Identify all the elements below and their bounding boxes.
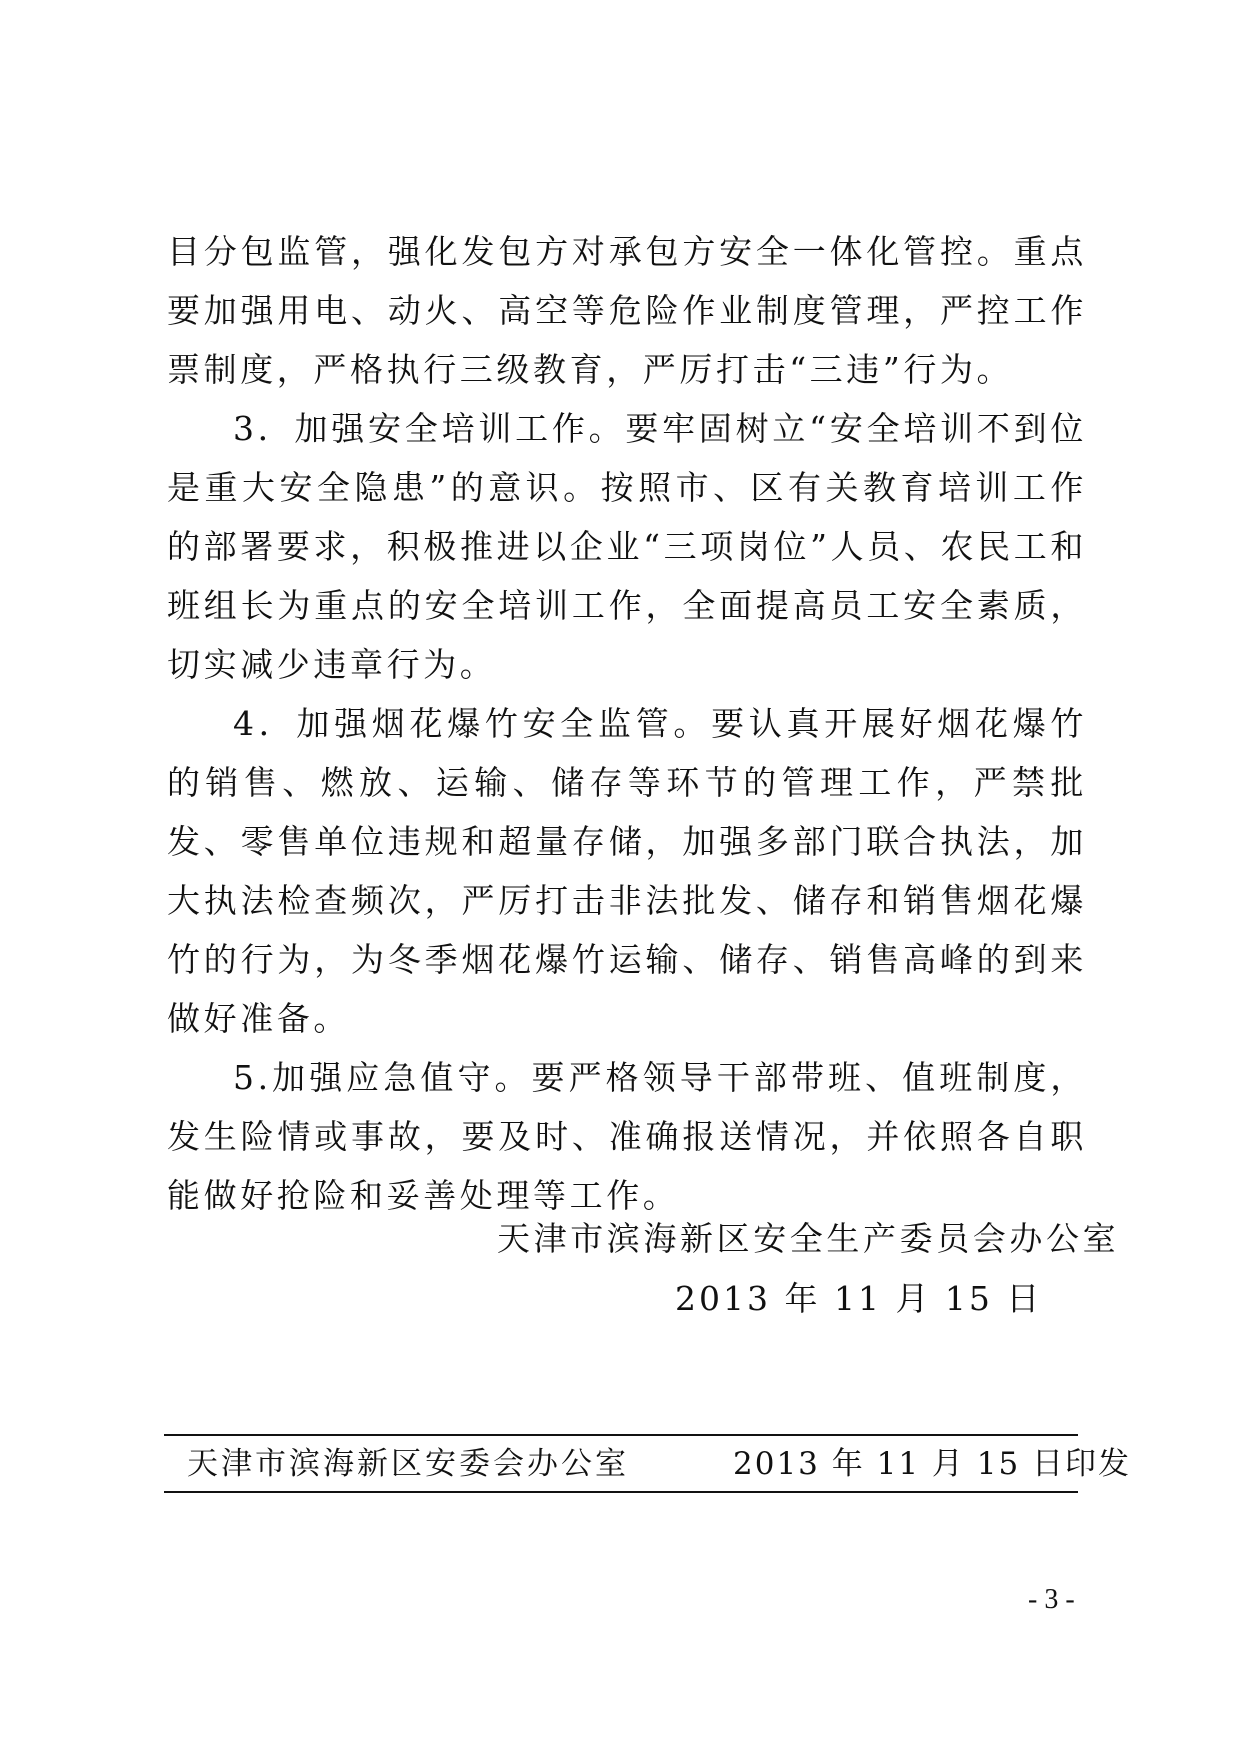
footer-issue-date: 2013 年 11 月 15 日印发 xyxy=(733,1446,1132,1482)
body-text xyxy=(167,222,1087,1225)
footer-top-rule xyxy=(164,1434,1078,1436)
page-number: - 3 - xyxy=(1028,1584,1075,1615)
paragraph-item-4: 4．加强烟花爆竹安全监管。要认真开展好烟花爆竹的销售、燃放、运输、储存等环节的管理工作，严禁批发、零售单位违规和超量存储，加强多部门联合执法，加大执法检查频次，严厉打击非法批发、储存和销售烟花爆竹的行为，为冬季烟花爆竹运输、储存、销售高峰的到来做好准备。 xyxy=(167,704,1087,1038)
footer-bottom-rule xyxy=(164,1491,1078,1493)
signature-organization: 天津市滨海新区安全生产委员会办公室 xyxy=(497,1219,1120,1258)
paragraph-item-3: 3．加强安全培训工作。要牢固树立“安全培训不到位是重大安全隐患”的意识。按照市、区有关教育培训工作的部署要求，积极推进以企业“三项岗位”人员、农民工和班组长为重点的安全培训工作，全面提高员工安全素质，切实减少违章行为。 xyxy=(167,409,1087,684)
signature-date: 2013 年 11 月 15 日 xyxy=(675,1279,1043,1318)
paragraph-item-5: 5.加强应急值守。要严格领导干部带班、值班制度，发生险情或事故，要及时、准确报送情况，并依照各自职能做好抢险和妥善处理等工作。 xyxy=(167,1058,1087,1215)
paragraph-continuation: 目分包监管，强化发包方对承包方安全一体化管控。重点要加强用电、动火、高空等危险作业制度管理，严控工作票制度，严格执行三级教育，严厉打击“三违”行为。 xyxy=(167,232,1087,389)
footer-issuer: 天津市滨海新区安委会办公室 xyxy=(187,1446,629,1482)
